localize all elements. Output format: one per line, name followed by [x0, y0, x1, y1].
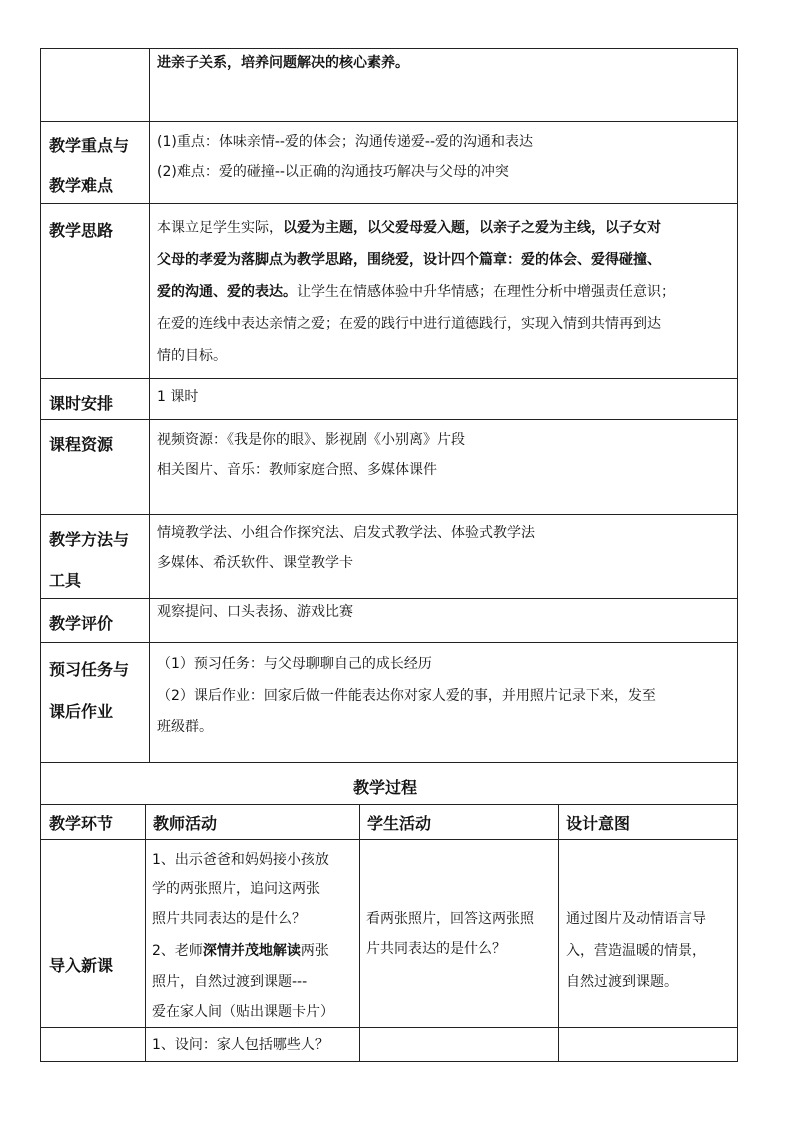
approach-line-3-plain: 让学生在情感体验中升华情感；在理性分析中增强责任意识； [297, 284, 675, 300]
intro-student-line-2: 片共同表达的是什么？ [366, 941, 506, 957]
methods-line-1: 情境教学法、小组合作探究法、启发式教学法、体验式教学法 [157, 525, 535, 541]
schedule-value: 1 课时 [157, 389, 199, 405]
approach-label: 教学思路 [49, 221, 114, 240]
intro-intent-line-2: 入，营造温暖的情景， [566, 943, 706, 959]
rule-col3 [558, 804, 559, 1062]
top-row-text: 进亲子关系，培养问题解决的核心素养。 [157, 55, 409, 71]
approach-line-4: 在爱的连线中表达亲情之爱；在爱的践行中进行道德践行，实现入情到共情再到达 [157, 316, 661, 332]
rule [40, 514, 738, 515]
rule-top [40, 48, 738, 49]
rule-left [40, 48, 41, 1062]
homework-label-line2: 课后作业 [49, 702, 114, 721]
approach-line-3 [157, 281, 675, 301]
rule-right [737, 48, 738, 1062]
rule-col1 [145, 804, 146, 1062]
rule [40, 642, 738, 643]
approach-line-1 [157, 217, 661, 237]
resources-label: 课程资源 [49, 435, 114, 454]
intro-teacher-line-4-bold: 深情并茂地解读 [202, 943, 301, 959]
intro-intent-line-3: 自然过渡到课题。 [566, 974, 678, 990]
focus-label-line1: 教学重点与 [49, 136, 130, 155]
rule [40, 419, 738, 420]
focus-line-2: (2)难点：爱的碰撞--以正确的沟通技巧解决与父母的冲突 [157, 164, 509, 180]
schedule-label: 课时安排 [49, 394, 114, 413]
approach-line-3-bold: 爱的沟通、爱的表达。 [157, 284, 297, 300]
homework-label-line1: 预习任务与 [49, 660, 130, 679]
homework-line-1: （1）预习任务：与父母聊聊自己的成长经历 [157, 656, 432, 672]
intro-teacher-line-4-a: 2、老师 [152, 943, 203, 959]
rule-col2 [359, 804, 360, 1062]
next-row-teacher: 1、设问：家人包括哪些人？ [152, 1037, 329, 1053]
homework-line-3: 班级群。 [157, 719, 213, 735]
approach-line-1-bold: 以爱为主题，以父爱母爱入题，以亲子之爱为主线，以子女对 [283, 220, 661, 236]
header-student: 学生活动 [367, 814, 432, 833]
intro-stage: 导入新课 [49, 956, 114, 975]
methods-label-line2: 工具 [49, 571, 82, 590]
intro-teacher-line-4 [152, 940, 329, 960]
rule [40, 598, 738, 599]
intro-intent-line-1: 通过图片及动情语言导 [566, 911, 706, 927]
methods-line-2: 多媒体、希沃软件、课堂教学卡 [157, 555, 353, 571]
rule [40, 762, 738, 763]
approach-line-2: 父母的孝爱为落脚点为教学思路，围绕爱，设计四个篇章：爱的体会、爱得碰撞、 [157, 252, 661, 268]
intro-teacher-line-4-c: 两张 [300, 943, 329, 959]
header-stage: 教学环节 [49, 814, 114, 833]
intro-teacher-line-3: 照片共同表达的是什么？ [152, 911, 306, 927]
approach-line-5: 情的目标。 [157, 348, 227, 364]
evaluation-value: 观察提问、口头表扬、游戏比赛 [157, 604, 353, 620]
intro-teacher-line-5: 照片，自然过渡到课题--- [152, 974, 308, 990]
homework-line-2: （2）课后作业：回家后做一件能表达你对家人爱的事，并用照片记录下来，发至 [157, 688, 656, 704]
focus-line-1: (1)重点：体味亲情--爱的体会；沟通传递爱--爱的沟通和表达 [157, 134, 534, 150]
intro-teacher-line-1: 1、出示爸爸和妈妈接小孩放 [152, 852, 329, 868]
process-title: 教学过程 [353, 778, 418, 797]
intro-teacher-line-6: 爱在家人间（贴出课题卡片） [152, 1004, 334, 1020]
header-intent: 设计意图 [566, 814, 631, 833]
header-teacher: 教师活动 [153, 814, 218, 833]
focus-label-line2: 教学难点 [49, 176, 114, 195]
evaluation-label: 教学评价 [49, 614, 114, 633]
intro-student-line-1: 看两张照片，回答这两张照 [366, 911, 534, 927]
approach-line-1-plain: 本课立足学生实际， [157, 220, 283, 236]
methods-label-line1: 教学方法与 [49, 530, 130, 549]
rule-label-col [149, 48, 150, 763]
rule [40, 121, 738, 122]
rule [40, 203, 738, 204]
rule [40, 378, 738, 379]
intro-teacher-line-2: 学的两张照片，追问这两张 [152, 881, 320, 897]
resources-line-1: 视频资源：《我是你的眼》、影视剧《小别离》片段 [157, 432, 465, 448]
resources-line-2: 相关图片、音乐：教师家庭合照、多媒体课件 [157, 462, 437, 478]
